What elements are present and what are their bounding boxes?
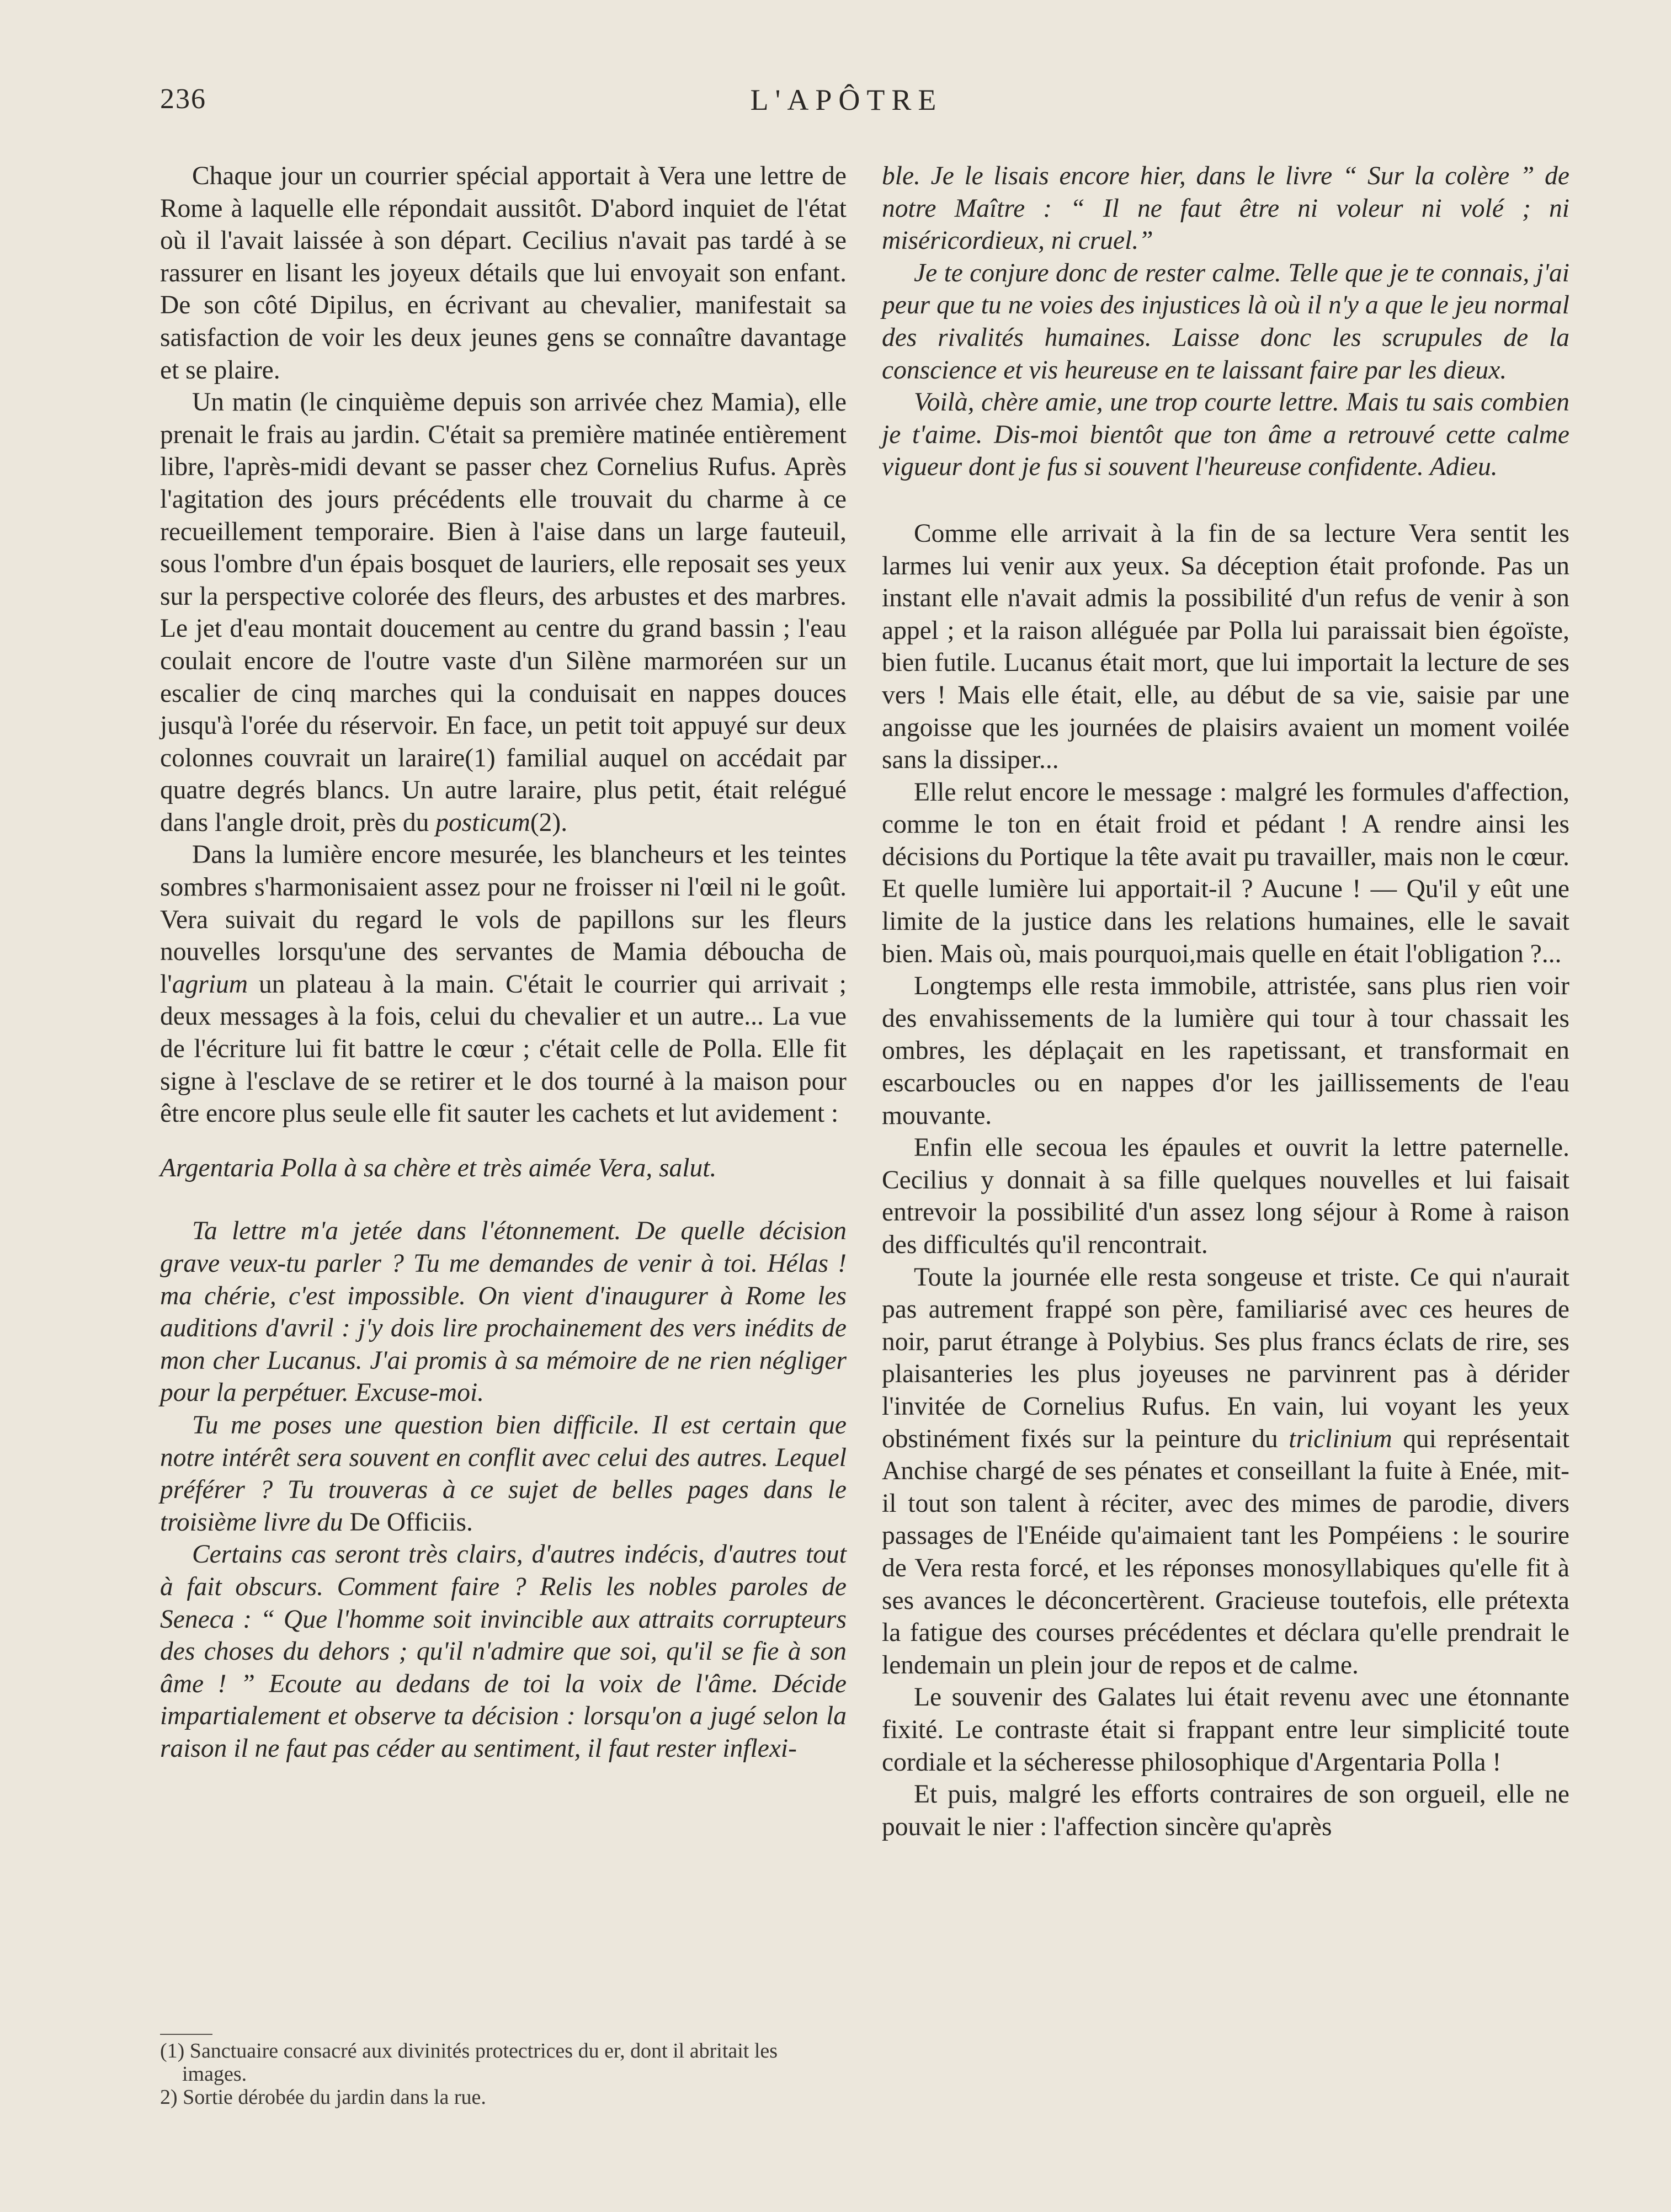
paragraph [160,386,847,839]
letter-paragraph: Certains cas seront très clairs, d'autres indécis, d'autres tout à fait obscurs. Comment faire ? Relis les nobles paroles de Seneca : “ Que l'homme soit invincible aux attraits corrupteurs des choses du dehors ; qu'il n'admire que soi, qu'il se fie à son âme ! ” Ecoute au dedans de toi la voix de l'âme. Décide impartialement et observe ta décision : lorsqu'on a jugé selon la raison il ne faut pas céder au sentiment, il faut rester inflexi- [160,1540,847,1763]
letter-continuation [882,160,1569,483]
italic-term: triclinium [1289,1424,1392,1453]
letter-paragraph: Je te conjure donc de rester calme. Telle que je te connais, j'ai peur que tu ne voies des injustices là où il n'y a que le jeu normal des rivalités humaines. Laisse donc les scrupules de la conscience et vis heureuse en te laissant faire par les dieux. [882,258,1569,385]
footnote-rule [160,2034,212,2035]
page-header [160,83,1533,127]
text-run: (2). [530,808,568,837]
text-run: Un matin (le cinquième depuis son arrivée chez Mamia), elle prenait le frais au jardin. C'était sa première matinée entièrement libre, l'après-midi devant se passer chez Cornelius Rufus. Après l'agitation des jours précédents elle trouvait du charme à ce recueillement temporaire. Bien à l'aise dans un large fauteuil, sous l'ombre d'un épais bosquet de lauriers, elle reposait ses yeux sur la perspective colorée des fleurs, des arbustes et des marbres. Le jet d'eau montait doucement au centre du grand bassin ; l'eau coulait encore de l'outre vaste d'un Silène marmoréen sur un escalier de cinq marches qui la conduisait en nappes douces jusqu'à l'orée du réservoir. En face, un petit toit appuyé sur deux colonnes couvrait un laraire(1) familial auquel on accédait par quatre degrés blancs. Un autre laraire, plus petit, était relégué dans l'angle droit, près du [160,388,847,837]
paragraph [882,1261,1569,1682]
letter-body [160,1215,847,1765]
paragraph: Et puis, malgré les efforts contraires de son orgueil, elle ne pouvait le nier : l'affection sincère qu'après [882,1780,1569,1841]
letter-paragraph [160,1409,847,1538]
page-number: 236 [160,83,206,115]
section-gap [882,483,1569,518]
letter-paragraph: ble. Je le lisais encore hier, dans le livre “ Sur la colère ” de notre Maître : “ Il ne faut être ni voleur ni volé ; ni miséricordieux, ni cruel.” [882,162,1569,255]
paragraph: Comme elle arrivait à la fin de sa lecture Vera sentit les larmes lui venir aux yeux. Sa déception était profonde. Pas un instant elle n'avait admis la possibilité d'un refus de venir à son appel ; et la raison alléguée par Polla lui paraissait bien égoïste, bien futile. Lucanus était mort, que lui importait la lecture de ses vers ! Mais elle était, elle, au début de sa vie, saisie par une angoisse que les journées de plaisirs avaient un moment voilée sans la dissiper... [882,519,1569,775]
italic-term: agrium [172,969,248,999]
paragraph [160,839,847,1129]
text-run: Tu me poses une question bien difficile. Il est certain que notre intérêt sera souvent en conflit avec celui des autres. Lequel préférer ? Tu trouveras à ce sujet de belles pages dans le troisième livre du [160,1410,847,1537]
paragraph: Le souvenir des Galates lui était revenu avec une étonnante fixité. Le contraste était si frappant entre leur simplicité toute cordiale et la sécheresse philosophique d'Argentaria Polla ! [882,1683,1569,1777]
text-run: qui représentait Anchise chargé de ses pénates et conseillant la fuite à Enée, mit-il tout son talent à réciter, avec des mimes de parodie, divers passages de l'Enéide qu'aimaient tant les Pompéiens : le sourire de Vera resta forcé, et les réponses monosyllabiques qu'elle fit à ses avances le déconcertèrent. Gracieuse toutefois, elle prétexta la fatigue des courses précédentes et déclara qu'elle prendrait le lendemain un plein jour de repos et de calme. [882,1424,1569,1680]
footnotes [160,2034,847,2109]
letter-paragraph: Voilà, chère amie, une trop courte lettre. Mais tu sais combien je t'aime. Dis-moi bientôt que ton âme a retrouvé cette calme vigueur dont je fus si souvent l'heureuse confidente. Adieu. [882,388,1569,482]
letter-salutation: Argentaria Polla à sa chère et très aimée Vera, salut. [160,1153,717,1182]
text-run: Dans la lumière encore mesurée, les blancheurs et les teintes sombres s'harmonisaient assez pour ne froisser ni l'œil ni le goût. Vera suivait du regard le vols de papillons sur les fleurs nouvelles lorsqu'une des servantes de Mamia déboucha de l' [160,840,847,999]
paragraph: Chaque jour un courrier spécial apportait à Vera une lettre de Rome à laquelle elle répondait aussitôt. D'abord inquiet de l'état où il l'avait laissée à son départ. Cecilius n'avait pas tardé à se rassurer en lisant les joyeux détails que lui envoyait son enfant. De son côté Dipilus, en écrivant au chevalier, manifestait sa satisfaction de voir les deux jeunes gens se connaître davantage et se plaire. [160,162,847,385]
right-column [882,160,1569,1843]
paragraph: Longtemps elle resta immobile, attristée, sans plus rien voir des envahissements de la lumière qui tour à tour chassait les ombres, les déplaçait en les rapetissant, et transformait en escarboucles ou en nappes d'or les jaillissements de l'eau mouvante. [882,972,1569,1130]
footnote-2: 2) Sortie dérobée du jardin dans la rue. [160,2086,486,2109]
paragraph: Enfin elle secoua les épaules et ouvrit la lettre paternelle. Cecilius y donnait à sa fille quelques nouvelles et lui faisait entrevoir la possibilité d'un assez long séjour à Rome à raison des difficultés qu'il rencontrait. [882,1133,1569,1259]
letter-paragraph: Ta lettre m'a jetée dans l'étonnement. De quelle décision grave veux-tu parler ? Tu me demandes de venir à toi. Hélas ! ma chérie, c'est impossible. On vient d'inaugurer à Rome les auditions d'avril : j'y dois lire prochainement des vers inédits de mon cher Lucanus. J'ai promis à sa mémoire de ne rien négliger pour la perpétuer. Excuse-moi. [160,1217,847,1408]
paragraph: Elle relut encore le message : malgré les formules d'affection, comme le ton en était froid et pédant ! A rendre ainsi les décisions du Portique la tête avait pu travailler, mais non le cœur. Et quelle lumière lui apportait-il ? Aucune ! — Qu'il y eût une limite de la justice dans les relations humaines, elle le savait bien. Mais où, mais pourquoi,mais quelle en était l'obligation ?... [882,777,1569,968]
running-title: L'APÔTRE [750,83,943,116]
footnote-1: (1) Sanctuaire consacré aux divinités protectrices du er, dont il abritait les images. [160,2039,778,2086]
book-title: De Officiis. [349,1507,473,1537]
italic-term: posticum [435,808,530,837]
left-column [160,160,847,1765]
text-run: un plateau à la main. C'était le courrier qui arrivait ; deux messages à la fois, celui du chevalier et un autre... La vue de l'écriture lui fit battre le cœur ; c'était celle de Polla. Elle fit signe à l'esclave de se retirer et le dos tourné à la maison pour être encore plus seule elle fit sauter les cachets et lut avidement : [160,969,847,1128]
text-run: Toute la journée elle resta songeuse et triste. Ce qui n'aurait pas autrement frappé son père, familiarisé avec ces heures de noir, parut étrange à Polybius. Ses plus francs éclats de rire, ses plaisanteries les plus joyeuses ne parvinrent pas à dérider l'invitée de Cornelius Rufus. En vain, lui voyant les yeux obstinément fixés sur la peinture du [882,1262,1569,1453]
